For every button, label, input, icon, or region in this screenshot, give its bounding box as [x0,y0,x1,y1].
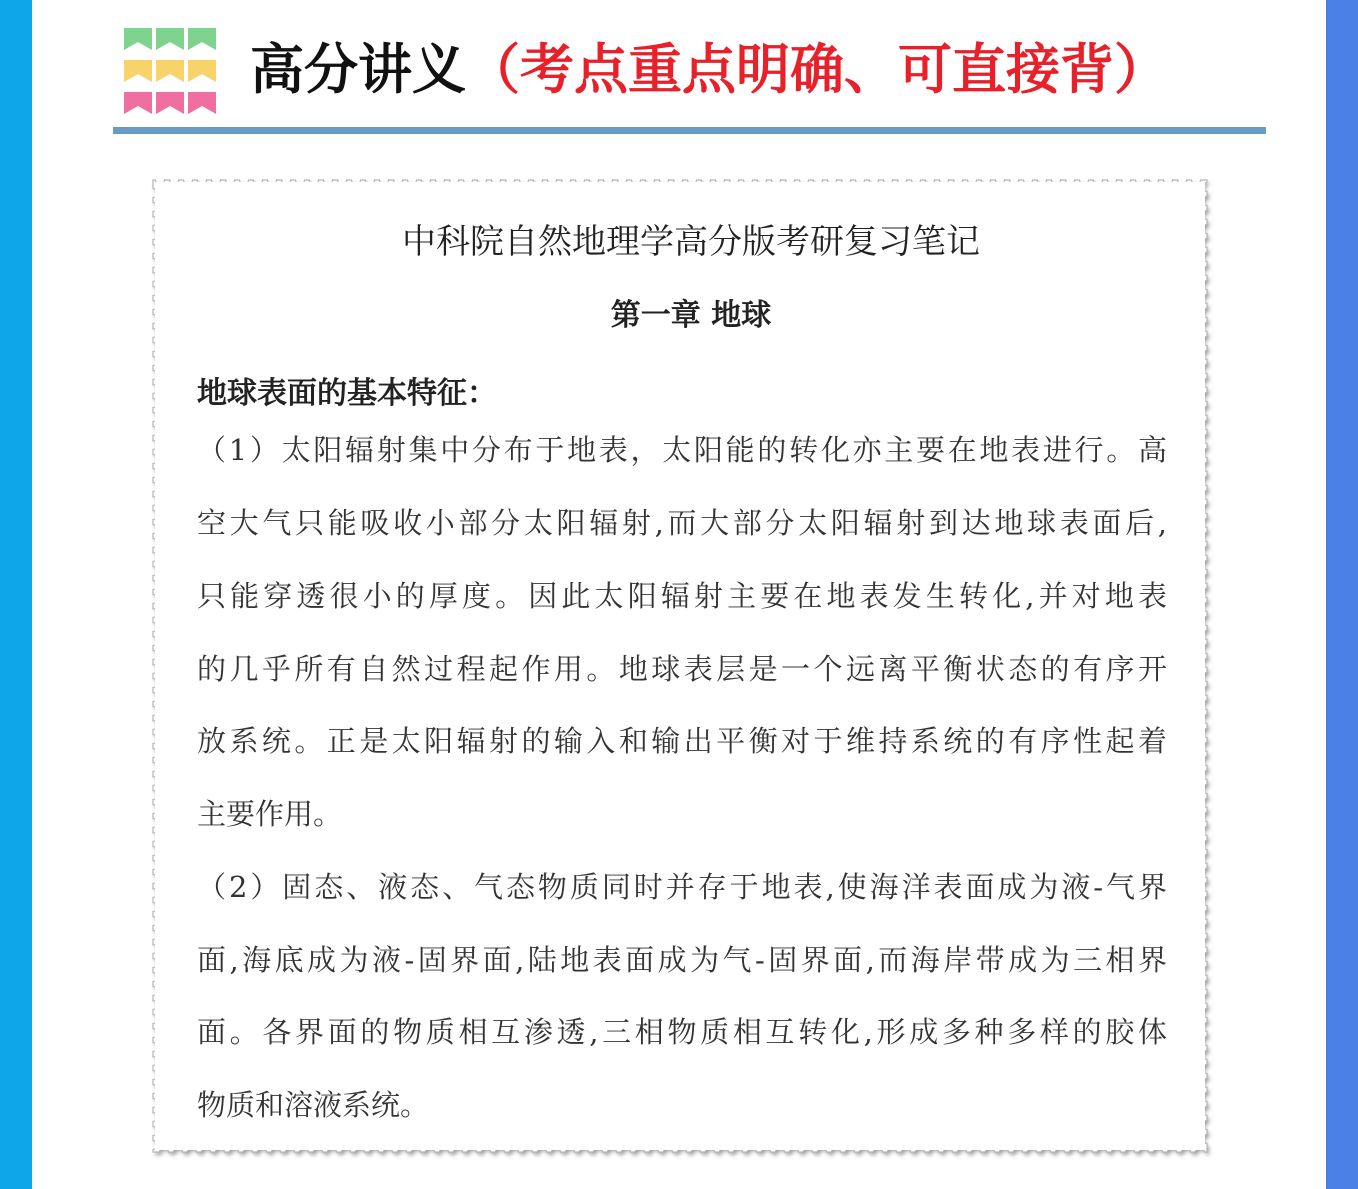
document-title: 中科院自然地理学高分版考研复习笔记 [402,222,980,262]
header-title [250,30,1168,110]
paragraph-line: 主要作用。 [197,797,343,831]
paragraph-line: 面。各界面的物质相互渗透,三相物质相互转化,形成多种多样的胶体 [197,1015,1167,1049]
note-card-body [155,182,1205,1150]
paragraph-line: 只能穿透很小的厚度。因此太阳辐射主要在地表发生转化,并对地表 [197,579,1167,613]
bunting-flag [188,60,216,82]
paragraph-line: 空大气只能吸收小部分太阳辐射,而大部分太阳辐射到达地球表面后, [197,506,1167,540]
header-divider [113,127,1266,134]
paragraph-line: （2）固态、液态、气态物质同时并存于地表,使海洋表面成为液-气界 [197,870,1167,904]
bunting-flag [188,28,216,50]
bunting-flag [156,60,184,82]
left-accent-bar [0,0,32,1189]
paragraph-line: 物质和溶液系统。 [197,1088,430,1122]
bunting-flag [188,92,216,114]
bunting-flags-icon [122,24,218,120]
header-title-subtitle: （考点重点明确、可直接背） [466,38,1168,101]
header-title-main: 高分讲义 [250,38,466,101]
chapter-title: 第一章 地球 [610,298,772,333]
bunting-flag [124,92,152,114]
bunting-flag [124,28,152,50]
section-heading: 地球表面的基本特征： [197,376,497,411]
bunting-flag [124,60,152,82]
paragraph-line: （1）太阳辐射集中分布于地表，太阳能的转化亦主要在地表进行。高 [197,433,1167,467]
bunting-flag [156,28,184,50]
bunting-flag [156,92,184,114]
paragraph-line: 的几乎所有自然过程起作用。地球表层是一个远离平衡状态的有序开 [197,652,1167,686]
note-card [145,172,1215,1160]
paragraph-line: 放系统。正是太阳辐射的输入和输出平衡对于维持系统的有序性起着 [197,724,1167,758]
paragraph-line: 面,海底成为液-固界面,陆地表面成为气-固界面,而海岸带成为三相界 [197,943,1167,977]
right-accent-bar [1326,0,1358,1189]
